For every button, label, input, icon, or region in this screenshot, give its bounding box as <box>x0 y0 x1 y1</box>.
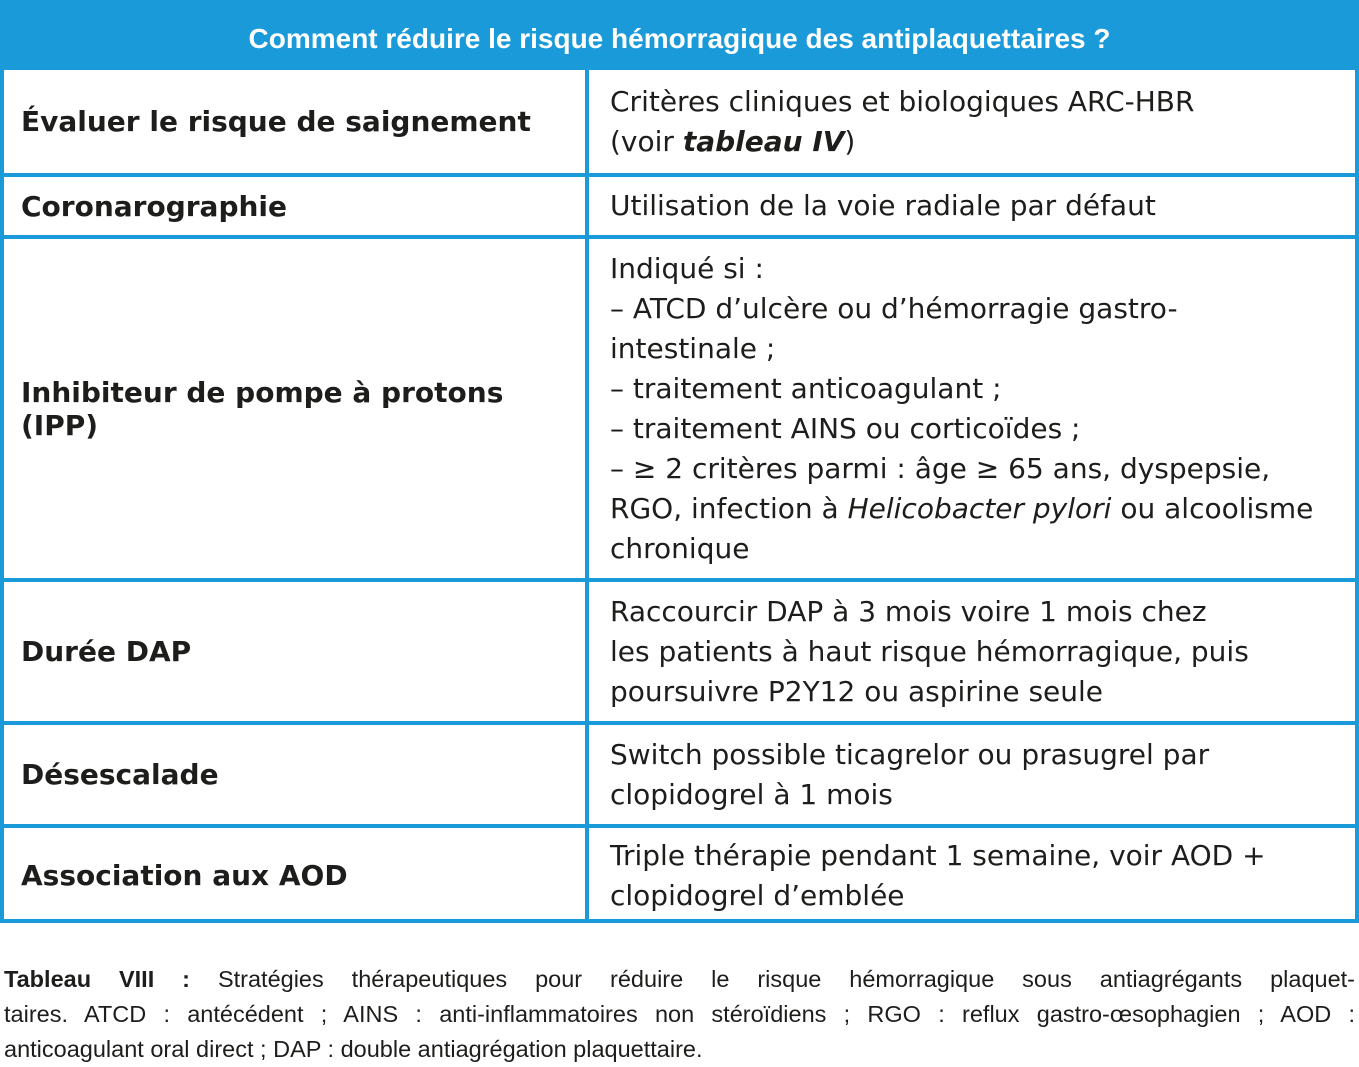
content-line: Critères cliniques et biologiques ARC-HBR <box>610 84 1195 118</box>
caption-line: anticoagulant oral direct ; DAP : double antiagrégation plaquettaire. <box>4 1036 703 1062</box>
table-row <box>4 173 1355 235</box>
content-line: Utilisation de la voie radiale par défaut <box>610 189 1156 222</box>
content-line: les patients à haut risque hémorragique, puis <box>610 634 1249 668</box>
content-line: Switch possible ticagrelor ou prasugrel par <box>610 737 1210 771</box>
caption-line: taires. ATCD : antécédent ; AINS : anti-inflammatoires non stéroïdiens ; RGO : reflux gastro-œsophagien ; AOD : <box>4 1001 1355 1027</box>
row-content <box>593 725 1355 824</box>
content-line: – ≥ 2 critères parmi : âge ≥ 65 ans, dyspepsie, <box>610 451 1271 485</box>
content-line: – ATCD d’ulcère ou d’hémorragie gastro- <box>610 291 1178 325</box>
table-row <box>4 235 1355 578</box>
row-content <box>593 70 1355 173</box>
table-title: Comment réduire le risque hémorragique des antiplaquettaires ? <box>4 4 1355 70</box>
content-line: Raccourcir DAP à 3 mois voire 1 mois chez <box>610 594 1207 628</box>
row-content <box>593 177 1355 235</box>
content-line: Triple thérapie pendant 1 semaine, voir AOD + <box>610 838 1266 872</box>
table-row <box>4 66 1355 173</box>
content-line: Indiqué si : <box>610 251 764 285</box>
content-line: intestinale ; <box>610 331 776 365</box>
row-label: Désescalade <box>4 725 589 824</box>
content-line: clopidogrel d’emblée <box>610 878 905 912</box>
row-content <box>593 828 1355 923</box>
content-line: – traitement AINS ou corticoïdes ; <box>610 411 1081 445</box>
caption-line: Tableau VIII : Stratégies thérapeutiques pour réduire le risque hémorragique sous antiagrégants plaquet- <box>4 966 1356 992</box>
row-label: Durée DAP <box>4 582 589 721</box>
content-line: RGO, infection à Helicobacter pylori ou alcoolisme <box>610 491 1314 525</box>
content-line: – traitement anticoagulant ; <box>610 371 1002 405</box>
table-row <box>4 578 1355 721</box>
species-name: Helicobacter pylori <box>847 491 1112 525</box>
content-line: (voir tableau IV) <box>610 124 856 158</box>
row-label: Association aux AOD <box>4 828 589 923</box>
content-line: poursuivre P2Y12 ou aspirine seule <box>610 674 1104 708</box>
caption-label: Tableau VIII : <box>4 966 190 992</box>
row-label: Inhibiteur de pompe à protons (IPP) <box>4 239 589 578</box>
content-line: clopidogrel à 1 mois <box>610 777 893 811</box>
table-caption <box>4 962 1355 1067</box>
row-label: Évaluer le risque de saignement <box>4 70 589 173</box>
table-reference: tableau IV <box>682 124 845 158</box>
table-row <box>4 721 1355 824</box>
content-line: chronique <box>610 531 750 565</box>
row-label: Coronarographie <box>4 177 589 235</box>
row-content <box>593 582 1355 721</box>
table-row <box>4 824 1355 923</box>
row-content <box>593 239 1355 578</box>
